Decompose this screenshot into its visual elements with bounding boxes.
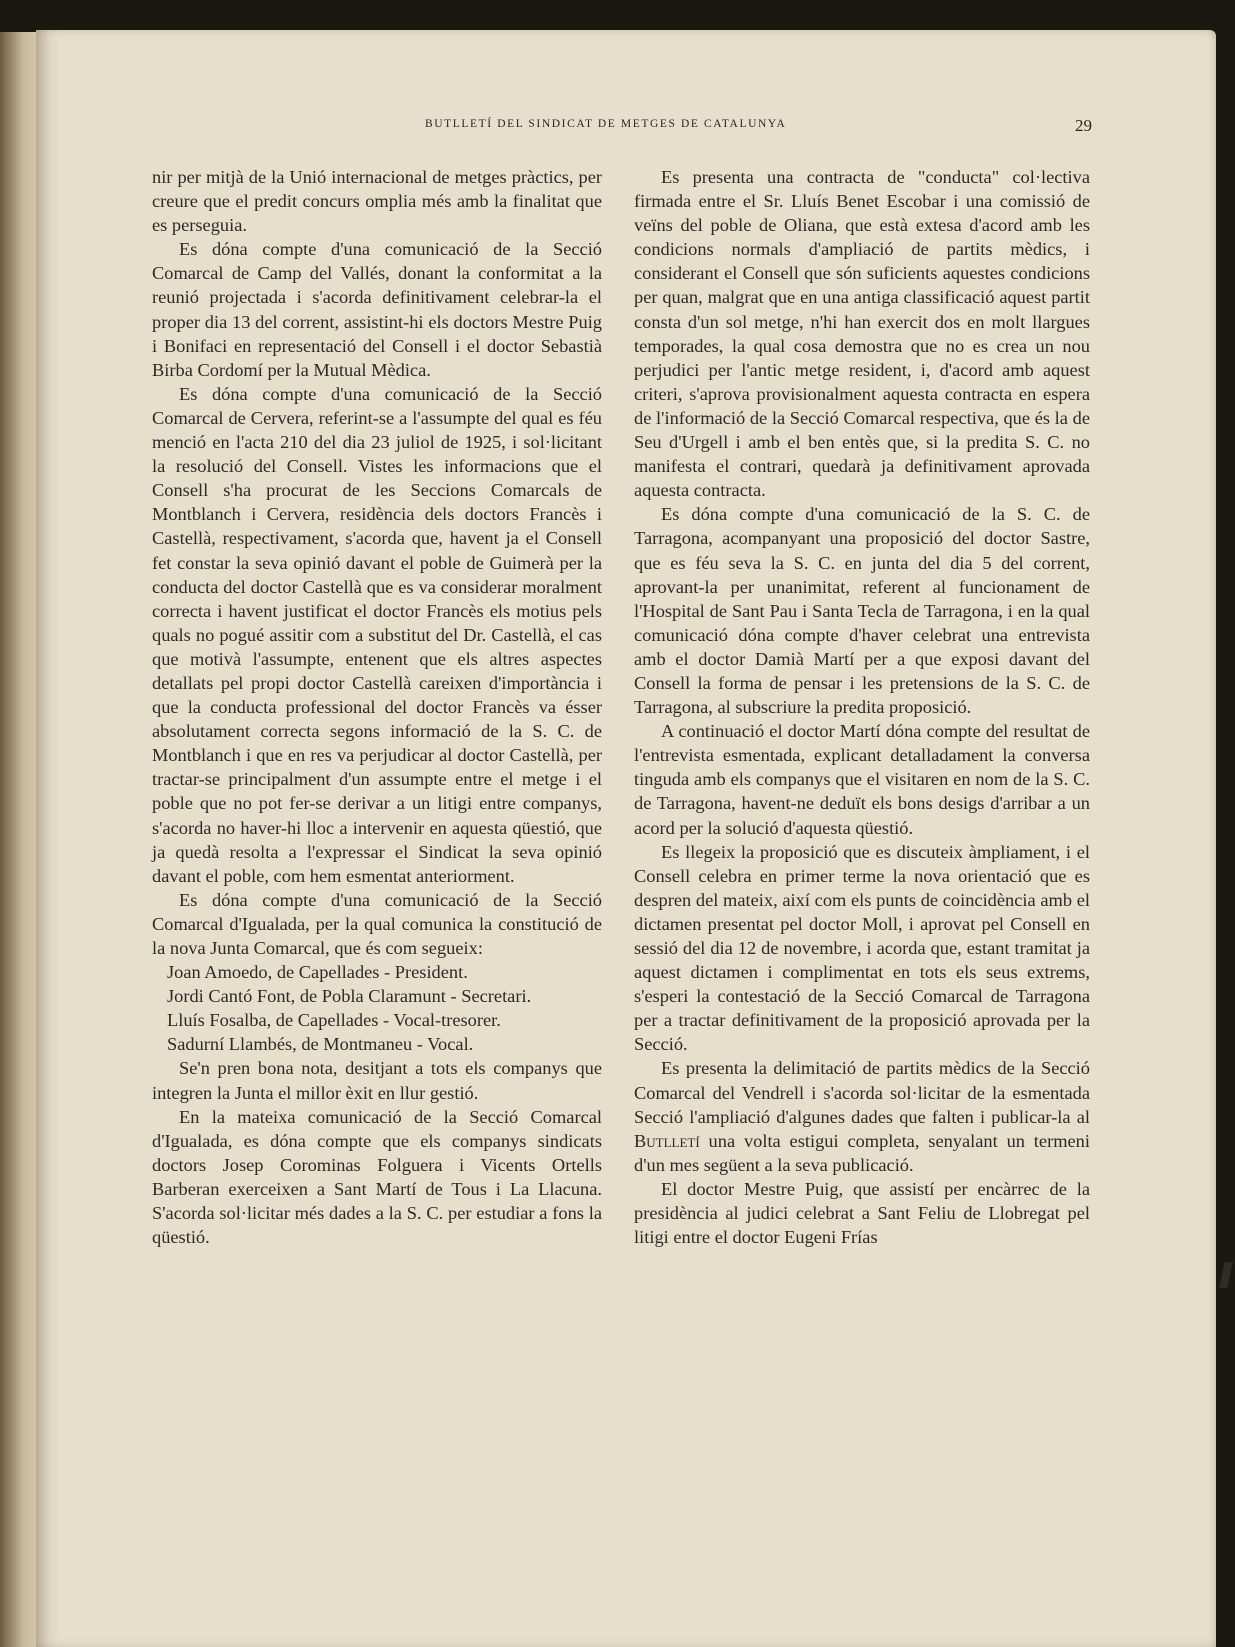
running-header <box>0 118 1235 138</box>
paragraph: nir per mitjà de la Unió internacional de metges pràctics, per creure que el predit concurs omplia més amb la finalitat que es perseguia. <box>152 167 602 236</box>
paragraph: Es dóna compte d'una comunicació de la Secció Comarcal d'Igualada, per la qual comunica la constitució de la nova Junta Comarcal, que és com segueix: <box>152 889 602 958</box>
paragraph: A continuació el doctor Martí dóna compte del resultat de l'entrevista esmentada, explicant detalladament la conversa tinguda amb els companys que el visitaren en nom de la S. C. de Tarragona, havent-ne deduït els bons desigs d'arribar a un acord per la solució d'aquesta qüestió. <box>634 721 1090 838</box>
paragraph: Es dóna compte d'una comunicació de la Secció Comarcal de Cervera, referint-se a l'assumpte del qual es féu menció en l'acta 210 del dia 23 juliol de 1925, i sol·licitant la resolució del Consell. Vistes les informacions que el Consell s'ha procurat de les Seccions Comarcals de Montblanch i Cervera, residència dels doctors Francès i Castellà, respectivament, s'acorda que, havent ja el Consell fet constar la seva opinió davant el poble de Guimerà per la conducta del doctor Castellà que es va considerar moralment correcta i havent justificat el doctor Francès els motius pels quals no pogué assitir com a substitut del Dr. Castellà, el cas que motivà l'assumpte, entenent que els altres aspectes detallats pel propi doctor Castellà careixen d'importància i que la conducta professional del doctor Francès va ésser absolutament correcta segons informació de la S. C. de Montblanch i que en res va perjudicar al doctor Castellà, per tractar-se principalment d'un assumpte entre el metge i el poble que no pot fer-se derivar a un litigi entre companys, s'acorda no haver-hi lloc a intervenir en aquesta qüestió, que ja quedà resolta a l'expressar el Sindicat la seva opinió davant el poble, com hem esmentat anteriorment. <box>152 383 602 886</box>
page-number: 29 <box>1075 116 1092 135</box>
paragraph: En la mateixa comunicació de la Secció Comarcal d'Igualada, es dóna compte que els companys sindicats doctors Josep Corominas Folguera i Vicents Ortells Barberan exerceixen a Sant Martí de Tous i La Llacuna. S'acorda sol·licitar més dades a la S. C. per estudiar a fons la qüestió. <box>152 1106 602 1248</box>
junta-member: Jordi Cantó Font, de Pobla Claramunt - Secretari. <box>167 986 532 1007</box>
paragraph-text: Es presenta la delimitació de partits mèdics de la Secció Comarcal del Vendrell i s'acorda sol·licitar de la esmentada Secció l'ampliació d'algunes dades que falten i publicar-la al <box>634 1058 1090 1127</box>
paragraph: Se'n pren bona nota, desitjant a tots els companys que integren la Junta el millor èxit en llur gestió. <box>152 1058 602 1103</box>
paragraph-text: una volta estigui completa, senyalant un termeni d'un mes següent a la seva publicació. <box>634 1130 1090 1175</box>
paragraph <box>634 1056 1090 1176</box>
paragraph: Es dóna compte d'una comunicació de la S. C. de Tarragona, acompanyant una proposició del doctor Sastre, que es féu seva la S. C. en junta del dia 5 del corrent, aprovant-la per unanimitat, referent al funcionament de l'Hospital de Sant Pau i Santa Tecla de Tarragona, i en la qual comunicació dóna compte d'haver celebrat una entrevista amb el doctor Damià Martí per a que exposi davant del Consell la forma de pensar i les pretensions de la S. C. de Tarragona, al subscriure la predita proposició. <box>634 504 1090 718</box>
right-column <box>634 165 1090 1249</box>
left-column <box>152 165 602 1249</box>
paragraph: Es llegeix la proposició que es discuteix àmpliament, i el Consell celebra en primer terme la nova orientació que es despren del mateix, així com els punts de coincidència amb el dictamen presentat pel doctor Moll, i aprovat pel Consell en sessió del dia 12 de novembre, i acorda que, estant tramitat ja aquest dictamen i complimentat en tots els seus extrems, s'esperi la contestació de la Secció Comarcal de Tarragona per a tractar definitivament de la proposició aprovada per la Secció. <box>634 841 1090 1055</box>
paragraph: Es dóna compte d'una comunicació de la Secció Comarcal de Camp del Vallés, donant la conformitat a la reunió projectada i s'acorda definitivament celebrar-la el proper dia 13 del corrent, assistint-hi els doctors Mestre Puig i Bonifaci en representació del Consell i el doctor Sebastià Birba Cordomí per la Mutual Mèdica. <box>152 239 602 380</box>
paragraph: El doctor Mestre Puig, que assistí per encàrrec de la presidència al judici celebrat a Sant Feliu de Llobregat pel litigi entre el doctor Eugeni Frías <box>634 1178 1090 1248</box>
junta-member: Sadurní Llambés, de Montmaneu - Vocal. <box>167 1034 474 1055</box>
junta-member: Lluís Fosalba, de Capellades - Vocal-tresorer. <box>167 1010 501 1031</box>
junta-member: Joan Amoedo, de Capellades - President. <box>167 962 468 983</box>
paragraph: Es presenta una contracta de "conducta" col·lectiva firmada entre el Sr. Lluís Benet Escobar i una comissió de veïns del poble de Oliana, que està extesa d'acord amb les condicions normals d'ampliació de partits mèdics, i considerant el Consell que són suficients aquestes condicions per quan, malgrat que en una antiga classificació aquest partit consta d'un sol metge, n'hi han exercit dos en molt llargues temporades, la qual cosa demostra que no es crea un nou perjudici per l'antic metge resident, i, d'acord amb aquest criteri, s'aprova provisionalment aquesta contracta en espera de l'informació de la Secció Comarcal respectiva, que és la de Seu d'Urgell i amb el ben entès que, si la predita S. C. no manifesta el contrari, quedarà ja definitivament aprovada aquesta contracta. <box>634 167 1090 501</box>
journal-name: Butlletí <box>634 1130 700 1151</box>
journal-title: BUTLLETÍ DEL SINDICAT DE METGES DE CATALUNYA <box>425 118 787 130</box>
